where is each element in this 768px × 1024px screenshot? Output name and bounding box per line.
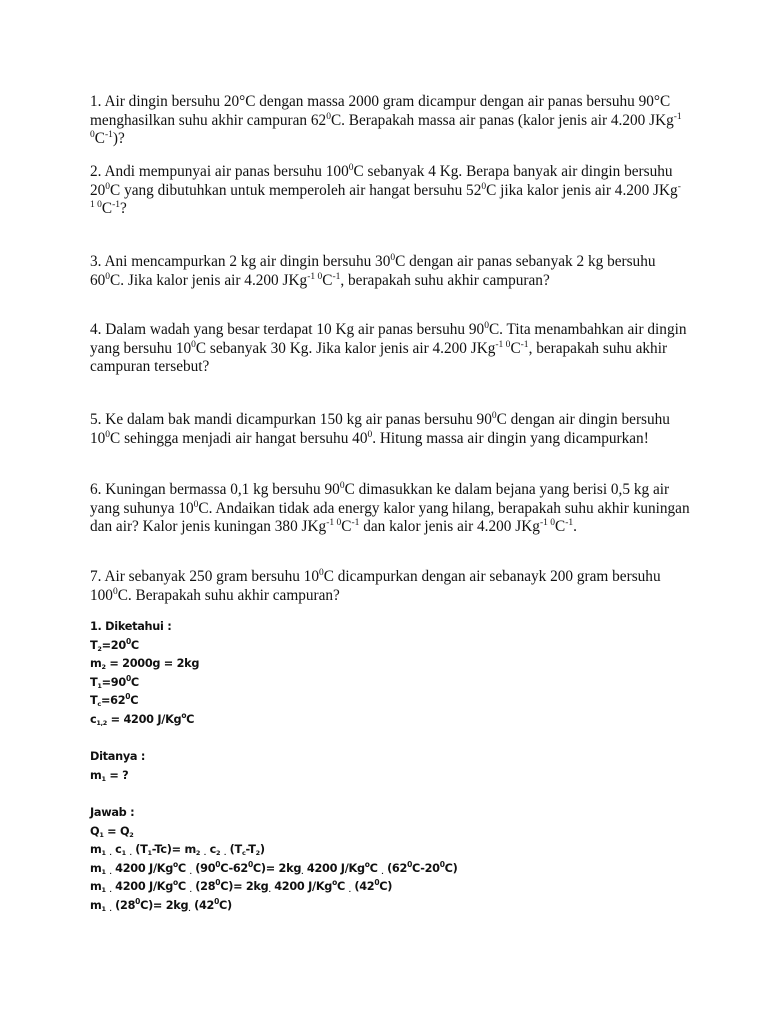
answer-line: $m_1$ $_.$ $(28^0C)= 2kg_.$ $(42^0C)$ xyxy=(90,896,232,913)
answer-line: $Q_1 = Q_2$ xyxy=(90,824,134,839)
answer-line: $T_1=90^0C$ xyxy=(90,673,139,690)
answer-line: Ditanya : xyxy=(90,750,146,764)
blank-line xyxy=(90,730,650,749)
answer-block xyxy=(90,618,650,916)
blank-line xyxy=(90,785,650,804)
answer-line: $m_1$ $_.$ 4200 J/Kg$^o$C $_.$ $(28^0C)= 2kg_.$ 4200 J/Kg$^o$C $_.$ $(42^0C)$ xyxy=(90,878,393,895)
question-1: 1. Air dingin bersuhu 20°C dengan massa 2000 gram dicampur dengan air panas bersuhu 90°C menghasilkan suhu akhir campuran $62^0C$. Berapakah massa air panas (kalor jenis air 4.200 JKg$^{-1}$ $^0C^{-1}$)? xyxy=(90,93,682,148)
question-6: 6. Kuningan bermassa 0,1 kg bersuhu $90^0C$ dimasukkan ke dalam bejana yang berisi 0,5 kg air yang suhunya $10^0C$. Andaikan tidak ada energy kalor yang hilang, berapakah suhu akhir kuningan dan air? Kalor jenis kuningan 380 $JKg^{-1 0}C^{-1}$ dan kalor jenis air 4.200 $JKg^{-1 0}C^{-1}$. xyxy=(90,481,690,536)
answer-line: Jawab : xyxy=(90,805,135,819)
question-4: 4. Dalam wadah yang besar terdapat 10 Kg air panas bersuhu $90^0C$. Tita menambahkan air dingin yang bersuhu $10^0C$ sebanyak 30 Kg. Jika kalor jenis air 4.200 $JKg^{-1 0}C^{-1}$, berapakah suhu akhir campuran tersebut? xyxy=(90,321,687,376)
answer-line: $m_1$ $_.$ 4200 J/Kg$^o$C $_.$ $(90^0C-62^0C)= 2kg_.$ 4200 J/Kg$^o$C $_.$ $(62^0C-20^0C)$ xyxy=(90,859,458,876)
question-5: 5. Ke dalam bak mandi dicampurkan 150 kg air panas bersuhu $90^0C$ dengan air dingin bersuhu $10^0C$ sehingga menjadi air hangat bersuhu $40^0$. Hitung massa air dingin yang dicampurkan! xyxy=(90,411,670,447)
answer-line: $T_2=20^0C$ xyxy=(90,636,139,653)
question-3: 3. Ani mencampurkan 2 kg air dingin bersuhu $30^0C$ dengan air panas sebanyak 2 kg bersuhu $60^0C$. Jika kalor jenis air 4.200 $JKg^{-1 0}C^{-1}$, berapakah suhu akhir campuran? xyxy=(90,253,656,289)
question-7: 7. Air sebanyak 250 gram bersuhu $10^0C$ dicampurkan dengan air sebanayk 200 gram bersuhu $100^0C$. Berapakah suhu akhir campuran? xyxy=(90,568,661,604)
answer-line: $T_c=62^0C$ xyxy=(90,692,139,709)
answer-line: $c_{1,2} = 4200$ J/Kg$^o$C xyxy=(90,710,195,727)
answer-line: $m_1$ $_.$ $c_1$ $_.$ $(T_1-Tc)= m_2$ $_.$ $c_2$ $_.$ $(T_c-T_2)$ xyxy=(90,843,265,858)
answer-line: $m_2 = 2000g = 2kg$ xyxy=(90,657,200,672)
answer-line: $m_1$ = ? xyxy=(90,768,129,783)
question-2: 2. Andi mempunyai air panas bersuhu $100^0C$ sebanyak 4 Kg. Berapa banyak air dingin bersuhu $20^0C$ yang dibutuhkan untuk memperoleh air hangat bersuhu $52^0C$ jika kalor jenis air 4.200 JKg- $^{1 0}C^{-1}$? xyxy=(90,163,681,218)
answer-line: 1. Diketahui : xyxy=(90,620,172,633)
